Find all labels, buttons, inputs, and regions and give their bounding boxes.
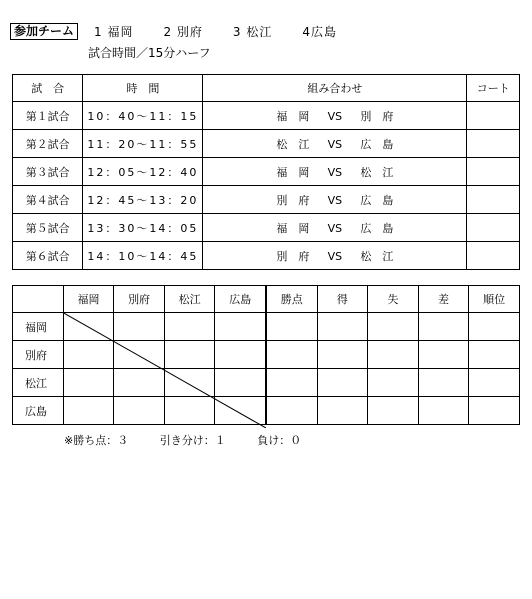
team-b: 別 府 [360, 109, 394, 123]
game-number: 第１試合 [13, 102, 83, 130]
result-cell [164, 313, 215, 341]
stat-cell [418, 397, 469, 425]
points-note [64, 432, 329, 448]
table-row [13, 102, 520, 130]
game-number: 第３試合 [13, 158, 83, 186]
schedule-header-row [13, 75, 520, 102]
corner-cell [13, 286, 64, 313]
draw-points: 引き分け：１ [159, 434, 226, 447]
result-cell [215, 313, 266, 341]
pairing [203, 214, 467, 242]
game-time: 10：40〜11：15 [83, 102, 203, 130]
result-cell [164, 397, 215, 425]
result-cell [63, 369, 114, 397]
vs-label: VS [327, 249, 343, 263]
team-b: 松 江 [360, 249, 394, 263]
team-a: 福 岡 [276, 109, 310, 123]
stat-cell [317, 397, 368, 425]
stat-cell [418, 369, 469, 397]
game-number: 第２試合 [13, 130, 83, 158]
pairing [203, 158, 467, 186]
team-1: 1 福岡 [94, 24, 134, 39]
row-header-team: 別府 [13, 341, 64, 369]
game-number: 第４試合 [13, 186, 83, 214]
stat-cell [418, 313, 469, 341]
game-time: 12：45〜13：20 [83, 186, 203, 214]
game-time: 11：20〜11：55 [83, 130, 203, 158]
lose-points: 負け：０ [257, 434, 302, 447]
vs-label: VS [327, 109, 343, 123]
stat-cell [418, 341, 469, 369]
col-header-goals-for: 得 [317, 286, 368, 313]
result-cell [215, 369, 266, 397]
row-header-team: 広島 [13, 397, 64, 425]
stat-cell [469, 313, 520, 341]
game-number: 第６試合 [13, 242, 83, 270]
pairing [203, 186, 467, 214]
table-row [13, 397, 520, 425]
table-row [13, 313, 520, 341]
court [467, 242, 520, 270]
vs-label: VS [327, 221, 343, 235]
stat-cell [368, 313, 419, 341]
standings-header-row [13, 286, 520, 313]
team-a: 別 府 [276, 193, 310, 207]
team-a: 松 江 [276, 137, 310, 151]
court [467, 158, 520, 186]
court [467, 102, 520, 130]
stat-cell [469, 369, 520, 397]
participant-header [10, 22, 337, 40]
table-row [13, 130, 520, 158]
team-2: 2 別府 [163, 24, 203, 39]
table-row [13, 158, 520, 186]
pairing [203, 242, 467, 270]
team-a: 別 府 [276, 249, 310, 263]
result-cell [63, 397, 114, 425]
col-header-rank: 順位 [469, 286, 520, 313]
col-header-team: 別府 [114, 286, 165, 313]
team-a: 福 岡 [276, 165, 310, 179]
stat-cell [317, 341, 368, 369]
vs-label: VS [327, 137, 343, 151]
participants-label: 参加チーム [10, 23, 78, 40]
court [467, 130, 520, 158]
team-b: 広 島 [360, 221, 394, 235]
table-row [13, 341, 520, 369]
vs-label: VS [327, 193, 343, 207]
result-cell [215, 341, 266, 369]
col-header-team: 福岡 [63, 286, 114, 313]
result-cell [63, 313, 114, 341]
col-header-time: 時 間 [83, 75, 203, 102]
col-header-points: 勝点 [266, 286, 317, 313]
team-b: 広 島 [360, 193, 394, 207]
col-header-team: 松江 [164, 286, 215, 313]
game-number: 第５試合 [13, 214, 83, 242]
result-cell [114, 397, 165, 425]
stat-cell [368, 369, 419, 397]
standings-table [12, 285, 520, 425]
game-time: 12：05〜12：40 [83, 158, 203, 186]
row-header-team: 松江 [13, 369, 64, 397]
result-cell [164, 341, 215, 369]
stat-cell [266, 369, 317, 397]
win-points: ※勝ち点：３ [64, 434, 129, 447]
col-header-court: コート [467, 75, 520, 102]
stat-cell [469, 397, 520, 425]
result-cell [114, 369, 165, 397]
game-time: 13：30〜14：05 [83, 214, 203, 242]
stat-cell [469, 341, 520, 369]
team-b: 広 島 [360, 137, 394, 151]
pairing [203, 130, 467, 158]
row-header-team: 福岡 [13, 313, 64, 341]
team-a: 福 岡 [276, 221, 310, 235]
stat-cell [317, 313, 368, 341]
table-row [13, 242, 520, 270]
col-header-goals-against: 失 [368, 286, 419, 313]
stat-cell [368, 397, 419, 425]
team-4: 4広島 [302, 24, 338, 39]
col-header-team: 広島 [215, 286, 266, 313]
game-time: 14：10〜14：45 [83, 242, 203, 270]
team-3: 3 松江 [232, 24, 273, 39]
vs-label: VS [327, 165, 343, 179]
stat-cell [266, 313, 317, 341]
stat-cell [317, 369, 368, 397]
stat-cell [266, 341, 317, 369]
table-row [13, 214, 520, 242]
stat-cell [266, 397, 317, 425]
result-cell [215, 397, 266, 425]
col-header-pairing: 組み合わせ [203, 75, 467, 102]
court [467, 214, 520, 242]
result-cell [63, 341, 114, 369]
stat-cell [368, 341, 419, 369]
match-time-note: 試合時間／15分ハーフ [88, 46, 211, 60]
table-row [13, 186, 520, 214]
result-cell [114, 313, 165, 341]
pairing [203, 102, 467, 130]
col-header-goal-diff: 差 [418, 286, 469, 313]
col-header-game: 試 合 [13, 75, 83, 102]
result-cell [114, 341, 165, 369]
table-row [13, 369, 520, 397]
team-b: 松 江 [360, 165, 394, 179]
result-cell [164, 369, 215, 397]
schedule-table [12, 74, 520, 270]
court [467, 186, 520, 214]
